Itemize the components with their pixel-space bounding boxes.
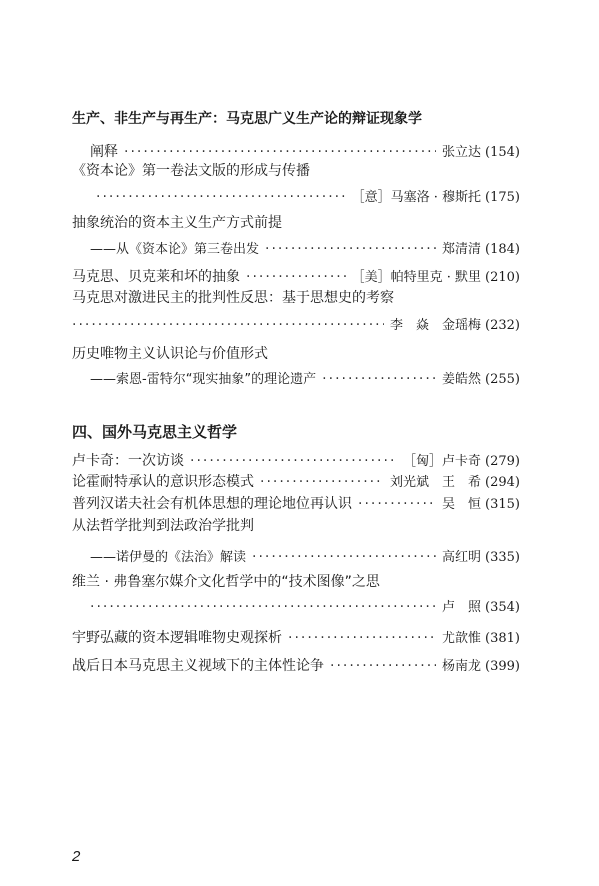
toc-entry-author: 刘光斌 王 希	[390, 475, 482, 490]
toc-entry-title: 《资本论》第一卷法文版的形成与传播	[72, 163, 310, 179]
dot-leader	[90, 598, 436, 616]
toc-entry	[90, 370, 520, 388]
toc-entry	[72, 452, 520, 470]
toc-entry-text: 宇野弘藏的资本逻辑唯物史观探析	[72, 630, 282, 646]
toc-entry	[72, 473, 520, 491]
toc-entry	[90, 143, 520, 161]
dot-leader	[190, 452, 397, 470]
toc-entry-author: 尤歆惟	[442, 631, 482, 646]
toc-entry-page: (184)	[485, 242, 520, 257]
toc-entry-author: 姜皓然	[442, 372, 482, 387]
toc-entry	[72, 316, 520, 334]
toc-entry-page: (315)	[485, 497, 520, 512]
toc-entry-text: 卢卡奇：一次访谈	[72, 453, 184, 469]
toc-entry	[90, 188, 520, 206]
toc-entry-text: 战后日本马克思主义视域下的主体性论争	[72, 658, 324, 674]
toc-entry-page: (232)	[485, 318, 520, 333]
toc-entry-page: (175)	[485, 190, 520, 205]
toc-entry-title: 抽象统治的资本主义生产方式前提	[72, 215, 282, 231]
toc-entry-author: 高红明	[442, 550, 482, 565]
toc-entry-author: 卢 照	[442, 600, 482, 615]
dot-leader	[358, 495, 436, 513]
toc-entry	[72, 495, 520, 513]
toc-entry-author: 杨南龙	[442, 659, 482, 674]
toc-entry-title: 生产、非生产与再生产：马克思广义生产论的辩证现象学	[72, 111, 422, 127]
toc-entry-page: (279)	[485, 454, 520, 469]
toc-entry-title: 历史唯物主义认识论与价值形式	[72, 346, 268, 362]
toc-entry-page: (255)	[485, 372, 520, 387]
dot-leader	[252, 548, 436, 566]
toc-entry-text: 阐释	[90, 144, 118, 160]
toc-entry-author: ［意］马塞洛 · 穆斯托	[351, 190, 482, 205]
toc-entry-author: ［美］帕特里克 · 默里	[351, 270, 482, 285]
dot-leader	[96, 188, 346, 206]
toc-entry-page: (399)	[485, 659, 520, 674]
toc-entry-text: ——索恩-雷特尔“现实抽象”的理论遗产	[90, 372, 317, 387]
toc-entry-text: 论霍耐特承认的意识形态模式	[72, 474, 254, 490]
toc-entry	[90, 240, 520, 258]
dot-leader	[265, 240, 436, 258]
toc-entry-author: 郑清清	[442, 242, 482, 257]
toc-entry-page: (210)	[485, 270, 520, 285]
dot-leader	[124, 143, 436, 161]
toc-entry-author: ［匈］卢卡奇	[403, 454, 482, 469]
section-heading: 四、国外马克思主义哲学	[72, 423, 238, 441]
toc-entry-text: 马克思、贝克莱和坏的抽象	[72, 269, 240, 285]
toc-entry-title: 从法哲学批判到法政治学批判	[72, 518, 254, 534]
toc-entry-author: 张立达	[442, 145, 482, 160]
dot-leader	[72, 316, 384, 334]
toc-entry	[90, 548, 520, 566]
toc-entry	[72, 629, 520, 647]
toc-entry-page: (154)	[485, 145, 520, 160]
dot-leader	[330, 657, 436, 675]
toc-entry-page: (294)	[485, 475, 520, 490]
dot-leader	[288, 629, 436, 647]
toc-entry-text: ——诺伊曼的《法治》解读	[90, 550, 247, 565]
page-number: 2	[72, 848, 81, 865]
toc-entry-author: 李 焱 金瑶梅	[390, 318, 482, 333]
toc-entry-author: 吴 恒	[442, 497, 482, 512]
toc-entry	[72, 657, 520, 675]
toc-entry-title: 马克思对激进民主的批判性反思：基于思想史的考察	[72, 290, 394, 306]
toc-entry-text: 普列汉诺夫社会有机体思想的理论地位再认识	[72, 496, 352, 512]
toc-entry-page: (354)	[485, 600, 520, 615]
toc-entry-page: (381)	[485, 631, 520, 646]
toc-entry-text: ——从《资本论》第三卷出发	[90, 242, 260, 257]
toc-entry	[72, 268, 520, 286]
dot-leader	[322, 370, 436, 388]
dot-leader	[260, 473, 384, 491]
toc-entry-page: (335)	[485, 550, 520, 565]
dot-leader	[246, 268, 346, 286]
toc-entry	[90, 598, 520, 616]
toc-entry-title: 维兰 · 弗鲁塞尔媒介文化哲学中的“技术图像”之思	[72, 574, 380, 590]
